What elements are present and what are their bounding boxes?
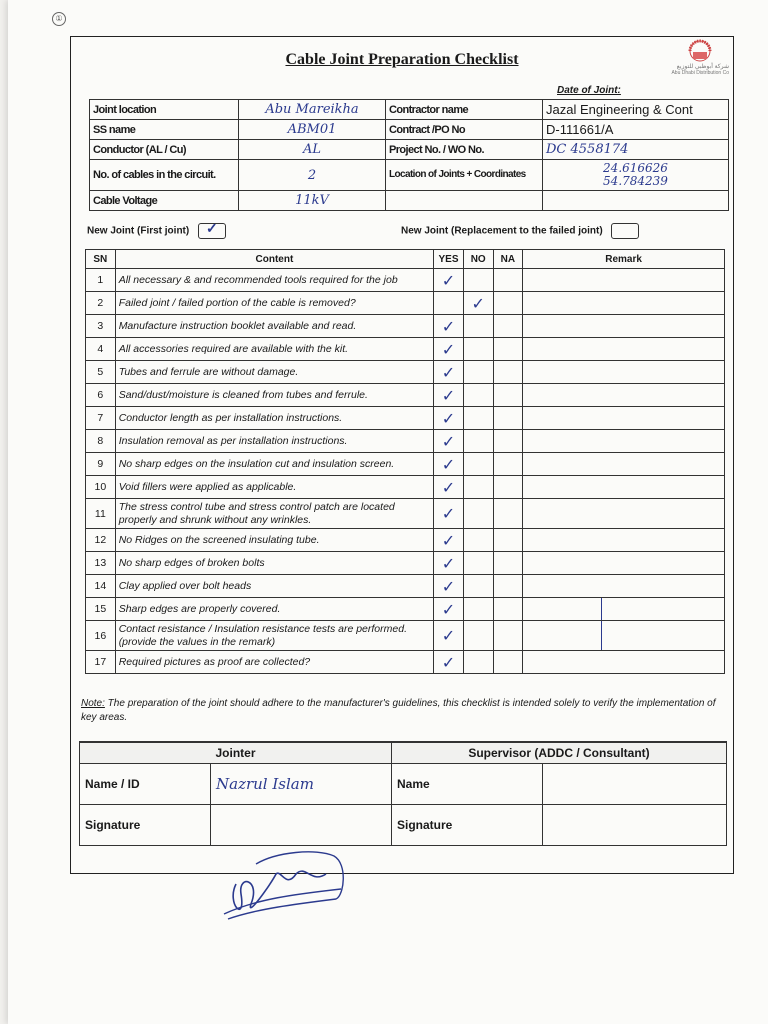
- row-yes-cell[interactable]: [434, 430, 464, 453]
- check-mark-icon: ✓: [441, 408, 456, 428]
- location-label: Location of Joints + Coordinates: [386, 160, 543, 191]
- row-sn: 17: [86, 651, 116, 674]
- row-no-cell[interactable]: [463, 621, 493, 651]
- logo-icon: [685, 39, 715, 63]
- check-mark-icon: ✓: [441, 652, 456, 672]
- checklist-table: [85, 249, 725, 674]
- company-logo: [659, 39, 729, 76]
- ss-name-label: SS name: [90, 120, 239, 140]
- row-sn: 8: [86, 430, 116, 453]
- note: [81, 697, 731, 725]
- row-sn: 9: [86, 453, 116, 476]
- contract-label: Contract /PO No: [386, 120, 543, 140]
- check-mark-icon: ✓: [441, 454, 456, 474]
- row-yes-cell[interactable]: [434, 621, 464, 651]
- jointer-signature-value: [211, 805, 392, 846]
- check-mark-icon: ✓: [441, 530, 456, 550]
- row-na-cell[interactable]: [493, 338, 523, 361]
- row-no-cell[interactable]: [463, 407, 493, 430]
- check-mark-icon: ✓: [441, 599, 456, 619]
- row-remark-cell[interactable]: [523, 315, 725, 338]
- checklist-row: [86, 575, 725, 598]
- row-yes-cell[interactable]: [434, 384, 464, 407]
- pen-stroke: [601, 598, 602, 620]
- checklist-row: [86, 269, 725, 292]
- row-no-cell[interactable]: [463, 269, 493, 292]
- row-content: All necessary & and recommended tools required for the job: [115, 269, 433, 292]
- row-no-cell[interactable]: [463, 529, 493, 552]
- row-content: Required pictures as proof are collected?: [115, 651, 433, 674]
- row-content: No sharp edges on the insulation cut and insulation screen.: [115, 453, 433, 476]
- row-content: Sharp edges are properly covered.: [115, 598, 433, 621]
- checklist-row: [86, 407, 725, 430]
- row-content: Manufacture instruction booklet available and read.: [115, 315, 433, 338]
- row-na-cell[interactable]: [493, 621, 523, 651]
- row-sn: 5: [86, 361, 116, 384]
- project-value: DC 4558174: [543, 140, 729, 160]
- joint-info-table: [89, 99, 729, 211]
- check-mark-icon: ✓: [441, 385, 456, 405]
- row-na-cell[interactable]: [493, 453, 523, 476]
- row-yes-cell[interactable]: [434, 269, 464, 292]
- row-sn: 16: [86, 621, 116, 651]
- row-content: Contact resistance / Insulation resistance tests are performed. (provide the values in the remark): [115, 621, 433, 651]
- row-remark-cell[interactable]: [523, 338, 725, 361]
- checklist-row: [86, 651, 725, 674]
- document-sheet: [8, 0, 768, 1024]
- date-of-joint-label: Date of Joint:: [557, 85, 621, 96]
- row-content: All accessories required are available with the kit.: [115, 338, 433, 361]
- contract-value: D-111661/A: [543, 120, 729, 140]
- row-content: Tubes and ferrule are without damage.: [115, 361, 433, 384]
- check-mark-icon: ✓: [441, 316, 456, 336]
- row-na-cell[interactable]: [493, 651, 523, 674]
- row-na-cell[interactable]: [493, 430, 523, 453]
- row-remark-cell[interactable]: [523, 552, 725, 575]
- row-sn: 3: [86, 315, 116, 338]
- row-remark-cell[interactable]: [523, 499, 725, 529]
- check-mark-icon: ✓: [441, 339, 456, 359]
- note-text: The preparation of the joint should adhere to the manufacturer's guidelines, this checklist is intended solely to verify the implementation of key areas.: [81, 698, 716, 723]
- name-id-label: Name / ID: [80, 764, 211, 805]
- row-na-cell[interactable]: [493, 407, 523, 430]
- row-content: Clay applied over bolt heads: [115, 575, 433, 598]
- check-mark-icon: ✓: [441, 504, 456, 523]
- checklist-header-row: [86, 250, 725, 269]
- row-yes-cell[interactable]: [434, 361, 464, 384]
- cables-label: No. of cables in the circuit.: [90, 160, 239, 191]
- note-label: Note:: [81, 698, 105, 709]
- jointer-signature-label: Signature: [80, 805, 211, 846]
- row-no-cell[interactable]: [463, 651, 493, 674]
- check-mark-icon: ✓: [441, 270, 456, 290]
- row-no-cell[interactable]: [463, 575, 493, 598]
- row-no-cell[interactable]: [463, 315, 493, 338]
- empty-cell: [543, 191, 729, 211]
- checklist-row: [86, 453, 725, 476]
- row-remark-cell[interactable]: [523, 651, 725, 674]
- row-na-cell[interactable]: [493, 361, 523, 384]
- checklist-row: [86, 338, 725, 361]
- row-yes-cell[interactable]: [434, 598, 464, 621]
- row-content: Conductor length as per installation instructions.: [115, 407, 433, 430]
- row-remark-cell[interactable]: [523, 575, 725, 598]
- new-joint-replacement: [401, 223, 639, 239]
- row-na-cell[interactable]: [493, 552, 523, 575]
- checklist-row: [86, 384, 725, 407]
- header-remark: Remark: [523, 250, 725, 269]
- logo-english-text: Abu Dhabi Distribution Co: [671, 70, 729, 76]
- row-no-cell[interactable]: [463, 430, 493, 453]
- row-yes-cell[interactable]: [434, 651, 464, 674]
- joint-location-label: Joint location: [90, 100, 239, 120]
- ss-name-value: ABM01: [239, 120, 386, 140]
- row-na-cell[interactable]: [493, 269, 523, 292]
- row-no-cell[interactable]: [463, 338, 493, 361]
- conductor-value: AL: [239, 140, 386, 160]
- page-number: ①: [52, 12, 66, 26]
- row-sn: 11: [86, 499, 116, 529]
- checklist-row: [86, 552, 725, 575]
- row-yes-cell[interactable]: [434, 476, 464, 499]
- row-no-cell[interactable]: [463, 384, 493, 407]
- supervisor-signature-value: [543, 805, 727, 846]
- row-content: Insulation removal as per installation instructions.: [115, 430, 433, 453]
- new-joint-replacement-label: New Joint (Replacement to the failed joint): [401, 225, 603, 237]
- row-no-cell[interactable]: [463, 552, 493, 575]
- jointer-header: Jointer: [80, 742, 392, 764]
- row-remark-cell[interactable]: [523, 269, 725, 292]
- checklist-row: [86, 529, 725, 552]
- checklist-row: [86, 292, 725, 315]
- row-content: No Ridges on the screened insulating tube.: [115, 529, 433, 552]
- row-na-cell[interactable]: [493, 575, 523, 598]
- row-yes-cell[interactable]: [434, 575, 464, 598]
- check-mark-icon: ✓: [441, 431, 456, 451]
- row-sn: 6: [86, 384, 116, 407]
- row-remark-cell[interactable]: [523, 621, 725, 651]
- logo-arabic-text: شركة أبوظبي للتوزيع: [676, 64, 729, 70]
- voltage-value: 11kV: [239, 191, 386, 211]
- coordinates-value: [543, 160, 729, 191]
- row-remark-cell[interactable]: [523, 529, 725, 552]
- empty-cell: [386, 191, 543, 211]
- row-yes-cell[interactable]: [434, 552, 464, 575]
- project-label: Project No. / WO No.: [386, 140, 543, 160]
- row-remark-cell[interactable]: [523, 361, 725, 384]
- row-sn: 13: [86, 552, 116, 575]
- document-title: Cable Joint Preparation Checklist: [285, 51, 519, 68]
- checklist-row: [86, 621, 725, 651]
- jointer-name-value: Nazrul Islam: [211, 764, 392, 805]
- check-mark-icon: ✓: [441, 362, 456, 382]
- row-yes-cell[interactable]: [434, 499, 464, 529]
- conductor-label: Conductor (AL / Cu): [90, 140, 239, 160]
- header-yes: YES: [434, 250, 464, 269]
- supervisor-name-value: [543, 764, 727, 805]
- checklist-row: [86, 315, 725, 338]
- row-remark-cell[interactable]: [523, 292, 725, 315]
- row-sn: 14: [86, 575, 116, 598]
- row-na-cell[interactable]: [493, 384, 523, 407]
- row-sn: 10: [86, 476, 116, 499]
- check-mark-icon: ✓: [441, 553, 456, 573]
- row-content: No sharp edges of broken bolts: [115, 552, 433, 575]
- row-no-cell[interactable]: [463, 499, 493, 529]
- row-yes-cell[interactable]: [434, 453, 464, 476]
- supervisor-signature-label: Signature: [392, 805, 543, 846]
- header-content: Content: [115, 250, 433, 269]
- checklist-row: [86, 598, 725, 621]
- checklist-frame: [70, 36, 734, 874]
- contractor-label: Contractor name: [386, 100, 543, 120]
- header-sn: SN: [86, 250, 116, 269]
- row-yes-cell[interactable]: [434, 529, 464, 552]
- row-remark-cell[interactable]: [523, 476, 725, 499]
- contractor-value: Jazal Engineering & Cont: [543, 100, 729, 120]
- row-sn: 1: [86, 269, 116, 292]
- check-mark-icon: ✓: [441, 576, 456, 596]
- new-joint-first-checkbox[interactable]: [198, 220, 226, 239]
- voltage-label: Cable Voltage: [90, 191, 239, 211]
- row-na-cell[interactable]: [493, 292, 523, 315]
- checklist-row: [86, 499, 725, 529]
- row-no-cell[interactable]: [463, 361, 493, 384]
- row-yes-cell[interactable]: [434, 338, 464, 361]
- check-mark-icon: ✓: [206, 220, 218, 236]
- supervisor-header: Supervisor (ADDC / Consultant): [392, 742, 727, 764]
- row-remark-cell[interactable]: [523, 598, 725, 621]
- row-sn: 12: [86, 529, 116, 552]
- row-remark-cell[interactable]: [523, 430, 725, 453]
- signature-table: [79, 741, 727, 846]
- row-no-cell[interactable]: [463, 292, 493, 315]
- row-content: Sand/dust/moisture is cleaned from tubes and ferrule.: [115, 384, 433, 407]
- check-mark-icon: ✓: [471, 293, 485, 313]
- supervisor-name-label: Name: [392, 764, 543, 805]
- row-content: Void fillers were applied as applicable.: [115, 476, 433, 499]
- row-na-cell[interactable]: [493, 315, 523, 338]
- row-yes-cell[interactable]: [434, 292, 464, 315]
- new-joint-first-label: New Joint (First joint): [87, 225, 190, 237]
- row-sn: 2: [86, 292, 116, 315]
- checklist-row: [86, 476, 725, 499]
- row-na-cell[interactable]: [493, 499, 523, 529]
- row-remark-cell[interactable]: [523, 384, 725, 407]
- row-sn: 15: [86, 598, 116, 621]
- latitude-value: 24.616626: [603, 161, 668, 175]
- header-na: NA: [493, 250, 523, 269]
- row-no-cell[interactable]: [463, 476, 493, 499]
- row-na-cell[interactable]: [493, 476, 523, 499]
- joint-location-value: Abu Mareikha: [239, 100, 386, 120]
- row-remark-cell[interactable]: [523, 453, 725, 476]
- row-remark-cell[interactable]: [523, 407, 725, 430]
- pen-stroke: [601, 621, 602, 650]
- longitude-value: 54.784239: [603, 174, 668, 188]
- row-no-cell[interactable]: [463, 598, 493, 621]
- checklist-row: [86, 430, 725, 453]
- row-sn: 4: [86, 338, 116, 361]
- new-joint-replacement-checkbox[interactable]: [611, 223, 639, 239]
- new-joint-first: [87, 220, 226, 239]
- check-mark-icon: ✓: [441, 626, 456, 645]
- header-no: NO: [463, 250, 493, 269]
- row-na-cell[interactable]: [493, 529, 523, 552]
- row-na-cell[interactable]: [493, 598, 523, 621]
- check-mark-icon: ✓: [441, 477, 456, 497]
- row-yes-cell[interactable]: [434, 315, 464, 338]
- row-yes-cell[interactable]: [434, 407, 464, 430]
- handwritten-signature: [216, 844, 356, 934]
- row-no-cell[interactable]: [463, 453, 493, 476]
- row-content: The stress control tube and stress control patch are located properly and shrunk without any wrinkles.: [115, 499, 433, 529]
- row-sn: 7: [86, 407, 116, 430]
- cables-value: 2: [239, 160, 386, 191]
- row-content: Failed joint / failed portion of the cable is removed?: [115, 292, 433, 315]
- checklist-row: [86, 361, 725, 384]
